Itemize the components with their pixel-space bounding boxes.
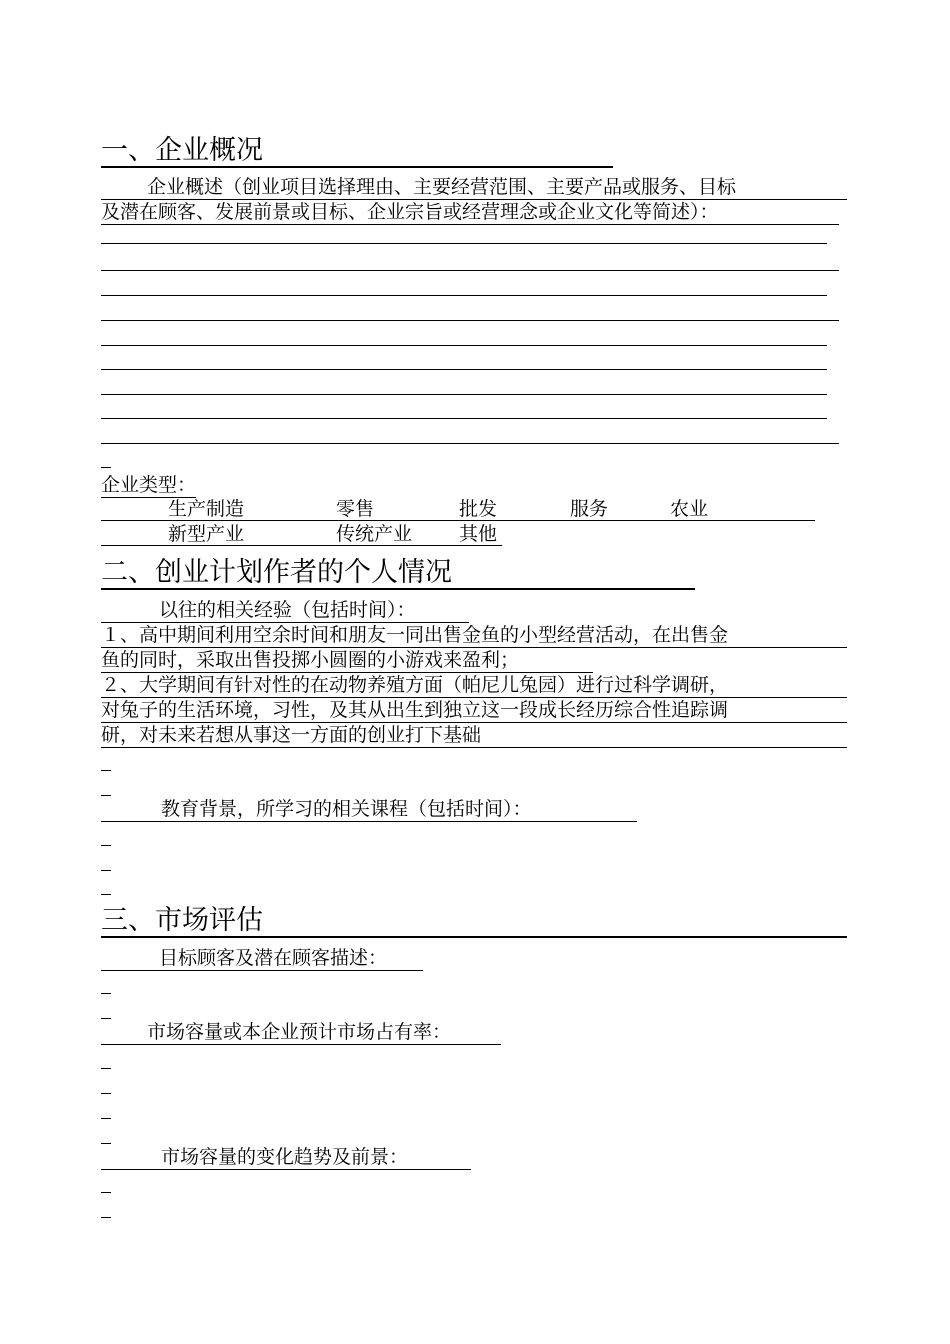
section3-heading: 三、市场评估	[101, 906, 847, 938]
experience-2-line-2: 对兔子的生活环境，习性，及其从出生到独立这一段成长经历综合性追踪调	[101, 698, 847, 723]
type-wholesale: 批发	[459, 498, 498, 520]
blank-dash	[101, 894, 111, 895]
blank-dash	[101, 467, 111, 468]
experience-1-line-1: １、高中期间利用空余时间和朋友一同出售金鱼的小型经营活动，在出售金	[101, 623, 847, 648]
blank-line	[101, 320, 839, 321]
type-other: 其他	[459, 523, 498, 545]
blank-dash	[101, 845, 111, 846]
blank-dash	[101, 770, 111, 771]
section1-heading: 一、企业概况	[101, 136, 613, 168]
summary-line-1: 企业概述（创业项目选择理由、主要经营范围、主要产品或服务、目标	[101, 175, 847, 200]
blank-line	[101, 345, 827, 346]
type-retail: 零售	[336, 498, 375, 520]
summary-line-2: 及潜在顾客、发展前景或目标、企业宗旨或经营理念或企业文化等简述）：	[101, 200, 839, 225]
target-customers-label: 目标顾客及潜在顾客描述：	[101, 946, 423, 971]
type-row2-underline	[101, 545, 502, 546]
blank-dash	[101, 993, 111, 994]
blank-dash	[101, 1118, 111, 1119]
market-trend-label: 市场容量的变化趋势及前景：	[101, 1145, 471, 1170]
blank-line	[101, 369, 827, 370]
blank-line	[101, 243, 827, 244]
blank-dash	[101, 1018, 111, 1019]
blank-dash	[101, 870, 111, 871]
blank-dash	[101, 1192, 111, 1193]
blank-dash	[101, 1143, 111, 1144]
blank-dash	[101, 1093, 111, 1094]
experience-2-line-3: 研，对未来若想从事这一方面的创业打下基础	[101, 723, 847, 748]
market-capacity-label: 市场容量或本企业预计市场占有率：	[101, 1020, 501, 1045]
enterprise-type-label: 企业类型：	[101, 474, 197, 496]
blank-line	[101, 394, 827, 395]
experience-label: 以往的相关经验（包括时间）：	[101, 598, 469, 623]
education-label: 教育背景，所学习的相关课程（包括时间）：	[101, 797, 637, 822]
experience-1-line-2: 鱼的同时，采取出售投掷小圆圈的小游戏来盈利；	[101, 648, 593, 673]
blank-line	[101, 418, 827, 419]
type-new-industry: 新型产业	[168, 523, 245, 545]
blank-dash	[101, 1217, 111, 1218]
experience-2-line-1: ２、大学期间有针对性的在动物养殖方面（帕尼儿兔园）进行过科学调研，	[101, 673, 847, 698]
blank-line	[101, 270, 839, 271]
blank-dash	[101, 1068, 111, 1069]
section2-heading: 二、创业计划作者的个人情况	[101, 558, 695, 590]
blank-line	[101, 443, 839, 444]
blank-line	[101, 295, 827, 296]
type-manufacturing: 生产制造	[168, 498, 245, 520]
type-agriculture: 农业	[670, 498, 709, 520]
type-service: 服务	[570, 498, 609, 520]
type-traditional-industry: 传统产业	[336, 523, 413, 545]
blank-dash	[101, 795, 111, 796]
